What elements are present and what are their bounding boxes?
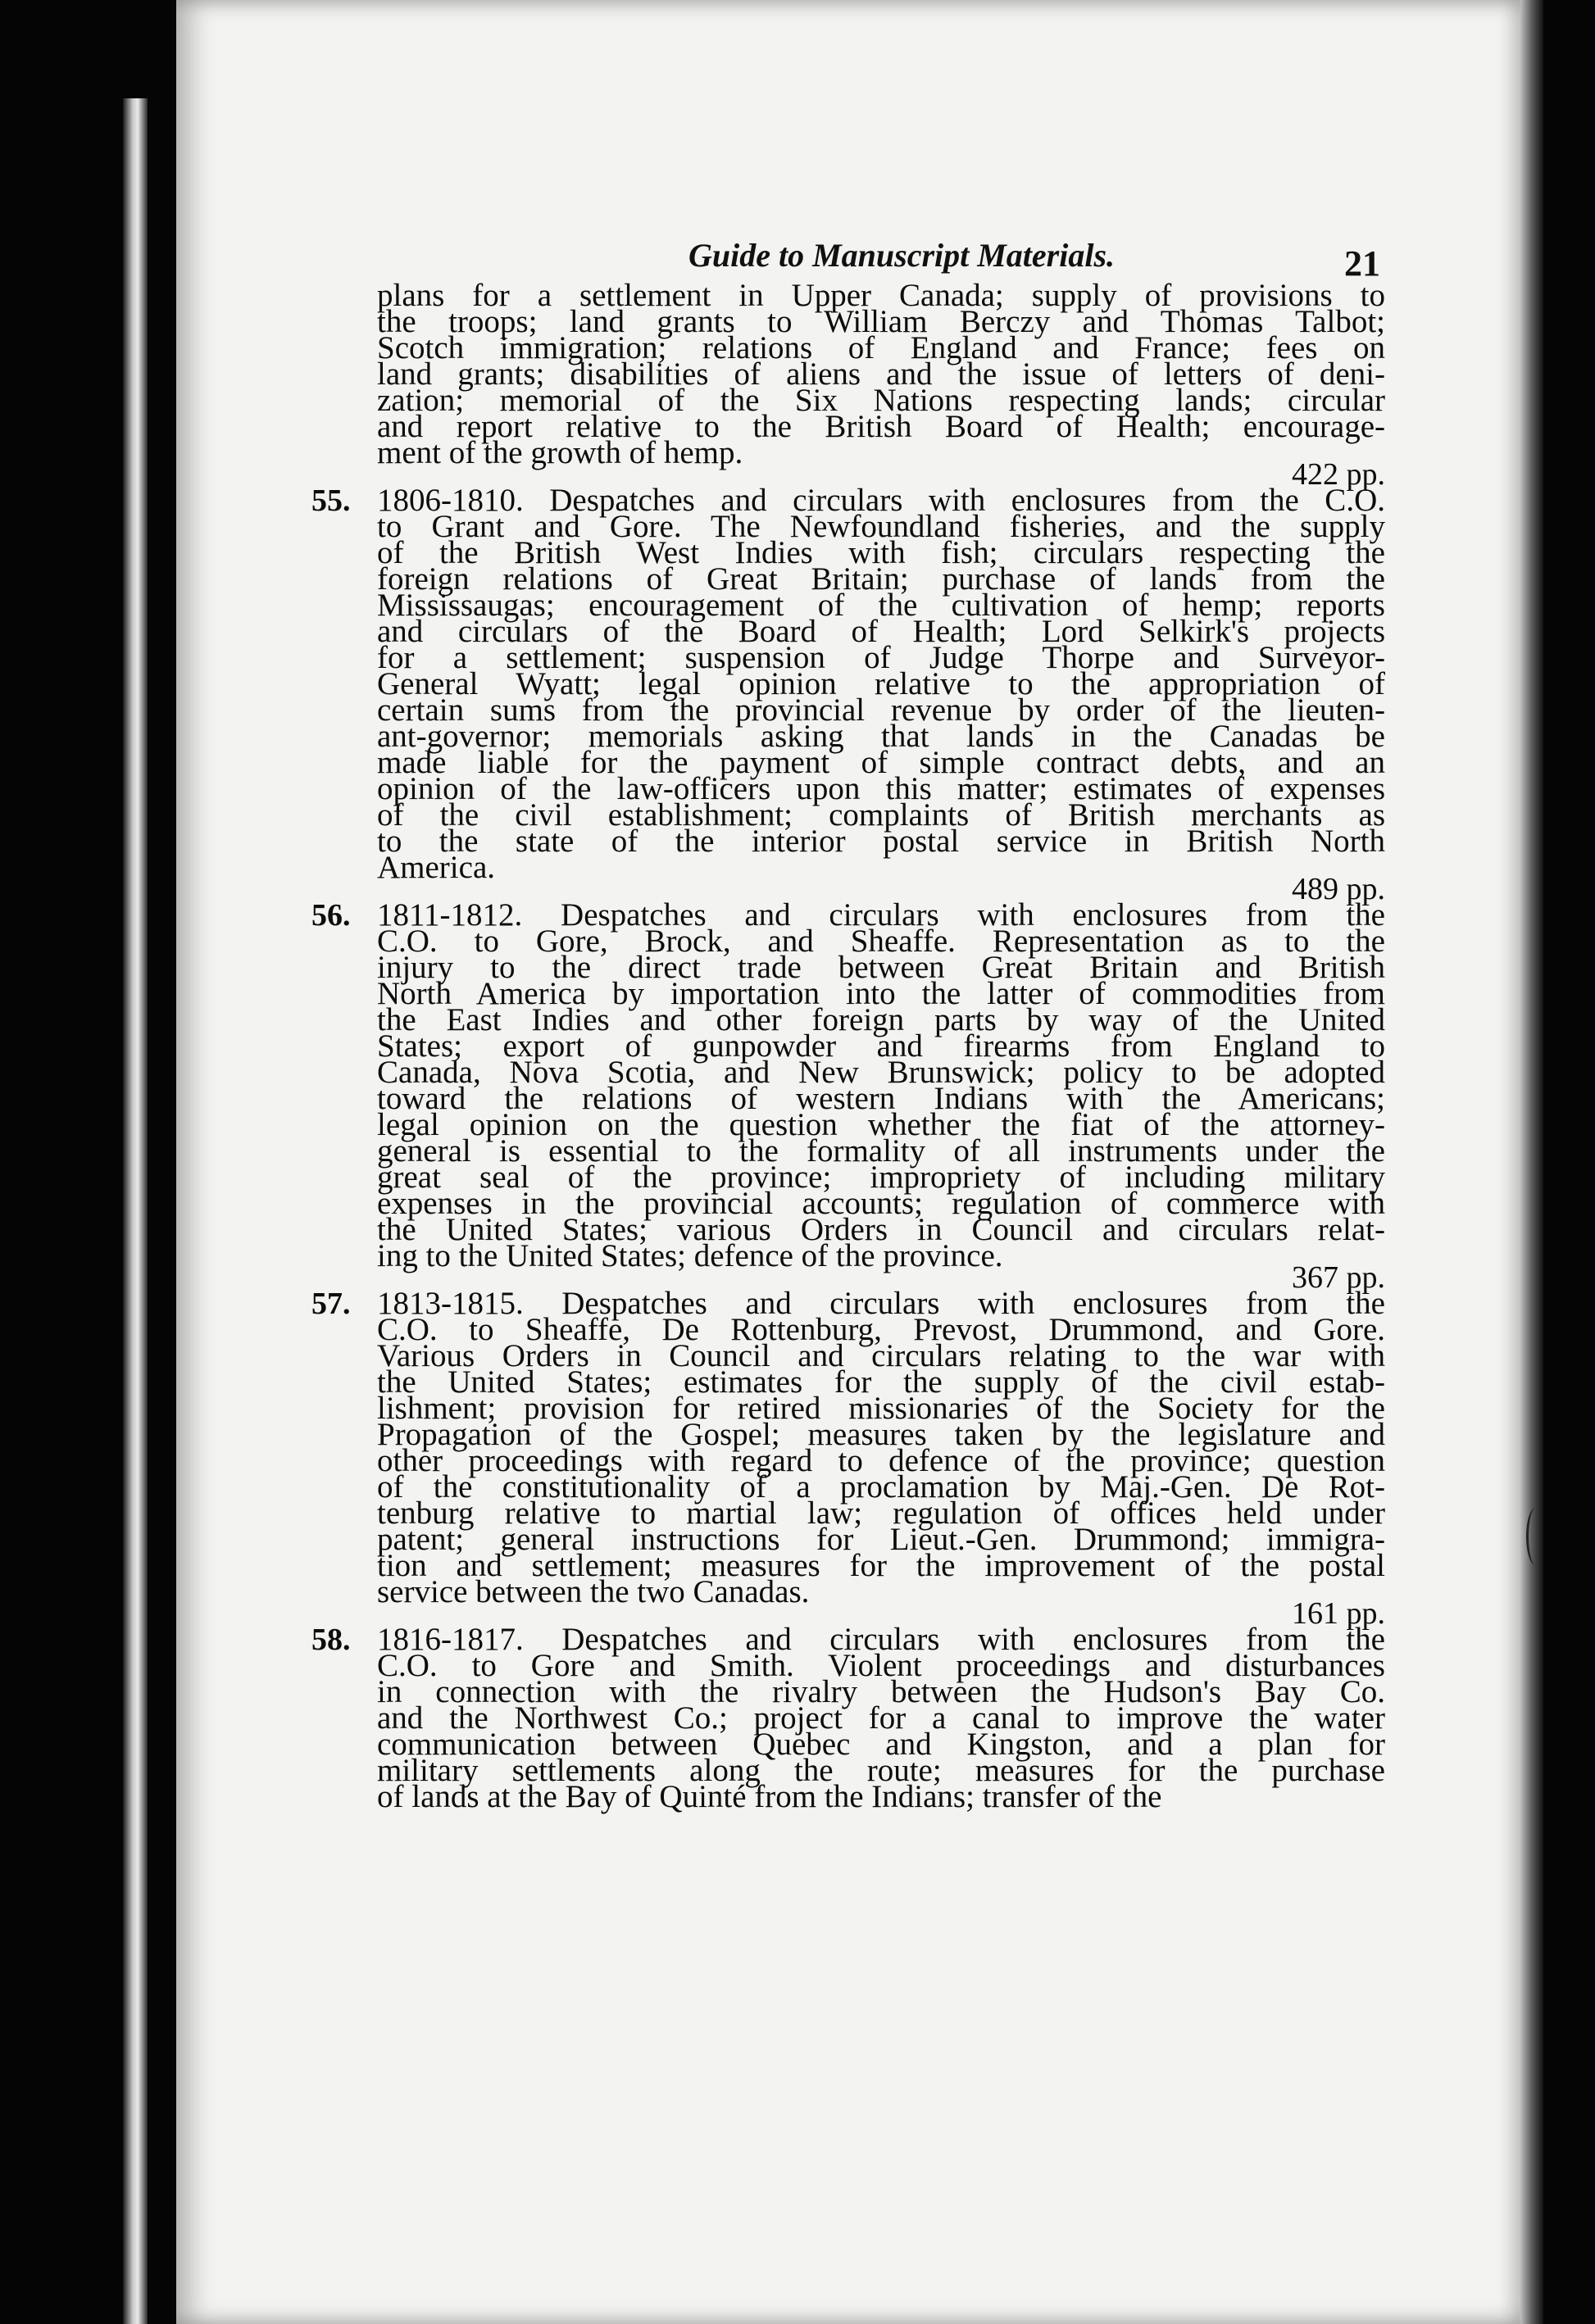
entry-number: 57. [311,1287,351,1321]
text-line: made liable for the payment of simple contract debts, and an [377,745,1385,780]
text-line: 1806-1810. Despatches and circulars with enclosures from the C.O. [377,483,1385,518]
entry [311,483,1385,906]
page-count: 367 pp. [1292,1260,1385,1295]
text-line: certain sums from the provincial revenue by order of the lieuten- [377,692,1385,728]
text-line: North America by importation into the latter of commodities from [377,976,1385,1011]
text-line: lishment; provision for retired missionaries of the Society for the [377,1391,1385,1426]
text-line: injury to the direct trade between Great Britain and British [377,950,1385,985]
text-line: legal opinion on the question whether the fiat of the attorney- [377,1107,1385,1142]
text-line: Mississaugas; encouragement of the cultivation of hemp; reports [377,588,1385,623]
text-line: land grants; disabilities of aliens and the issue of letters of deni- [377,356,1385,392]
text-line: other proceedings with regard to defence of the province; question [377,1443,1385,1478]
running-header: Guide to Manuscript Materials. [688,237,1116,274]
text-line: Various Orders in Council and circulars relating to the war with [377,1338,1385,1373]
intro-paragraph [377,278,1385,492]
text-line: General Wyatt; legal opinion relative to the appropriation of [377,666,1385,701]
text-line: and circulars of the Board of Health; Lord Selkirk's projects [377,614,1385,649]
text-line: communication between Quebec and Kingston, and a plan for [377,1727,1385,1762]
text-line: 1813-1815. Despatches and circulars with enclosures from the [377,1286,1385,1321]
text-line: States; export of gunpowder and firearms from England to [377,1028,1385,1064]
text-line: the East Indies and other foreign parts by way of the United [377,1002,1385,1037]
text-line: the United States; various Orders in Council and circulars relat- [377,1212,1385,1247]
text-line: service between the two Canadas. [377,1574,810,1609]
entry [311,1622,1385,1814]
right-page-edge [1520,0,1543,2324]
text-line: opinion of the law-officers upon this matter; estimates of expenses [377,771,1385,806]
text-line: Canada, Nova Scotia, and New Brunswick; policy to be adopted [377,1055,1385,1090]
text-line: tenburg relative to martial law; regulation of offices held under [377,1496,1385,1531]
text-line: C.O. to Sheaffe, De Rottenburg, Prevost, Drummond, and Gore. [377,1312,1385,1347]
page-number: 21 [1344,243,1380,284]
text-line: Propagation of the Gospel; measures taken by the legislature and [377,1417,1385,1452]
entry-number: 55. [311,483,351,518]
text-line: the troops; land grants to William Berczy and Thomas Talbot; [377,304,1385,339]
text-line: of the constitutionality of a proclamation by Maj.-Gen. De Rot- [377,1469,1385,1505]
text-line: C.O. to Gore and Smith. Violent proceedings and disturbances [377,1648,1385,1683]
text-line: to the state of the interior postal service in British North [377,824,1385,859]
text-line: plans for a settlement in Upper Canada; supply of provisions to [377,278,1385,313]
body-text [311,278,1385,1814]
text-line: 1816-1817. Despatches and circulars with enclosures from the [377,1622,1385,1657]
text-line: 1811-1812. Despatches and circulars with enclosures from the [377,897,1385,933]
text-line: tion and settlement; measures for the improvement of the postal [377,1548,1385,1583]
text-line: of the British West Indies with fish; circulars respecting the [377,535,1385,570]
page-count: 161 pp. [1292,1596,1385,1631]
text-line: general is essential to the formality of all instruments under the [377,1133,1385,1169]
text-line: zation; memorial of the Six Nations respecting lands; circular [377,383,1385,418]
text-line: and the Northwest Co.; project for a canal to improve the water [377,1700,1385,1736]
text-line: for a settlement; suspension of Judge Thorpe and Surveyor- [377,640,1385,675]
text-line: C.O. to Gore, Brock, and Sheaffe. Representation as to the [377,924,1385,959]
entry-number: 56. [311,898,351,933]
text-line: patent; general instructions for Lieut.-Gen. Drummond; immigra- [377,1522,1385,1557]
left-page-edge [123,98,148,2324]
text-line: expenses in the provincial accounts; regulation of commerce with [377,1186,1385,1221]
text-line: Scotch immigration; relations of England and France; fees on [377,330,1385,365]
page-edge-mark [1526,1508,1545,1565]
text-line: toward the relations of western Indians with the Americans; [377,1081,1385,1116]
text-line: ment of the growth of hemp. [377,435,743,470]
text-line: ing to the United States; defence of the province. [377,1238,1003,1273]
entry-number: 58. [311,1623,351,1657]
entry [311,897,1385,1295]
text-line: and report relative to the British Board of Health; encourage- [377,409,1385,444]
text-line: ant-governor; memorials asking that lands in the Canadas be [377,719,1385,754]
page-count: 422 pp. [1292,457,1385,492]
text-line: the United States; estimates for the supply of the civil estab- [377,1364,1385,1400]
entry [311,1286,1385,1631]
text-line: foreign relations of Great Britain; purchase of lands from the [377,561,1385,597]
page-count: 489 pp. [1292,872,1385,906]
text-line: America. [377,850,496,885]
text-line: of the civil establishment; complaints of British merchants as [377,797,1385,833]
text-line: great seal of the province; impropriety of including military [377,1160,1385,1195]
entry-list [311,483,1385,1814]
text-line: in connection with the rivalry between the Hudson's Bay Co. [377,1674,1385,1709]
text-line: of lands at the Bay of Quinté from the Indians; transfer of the [377,1779,1162,1814]
text-line: military settlements along the route; measures for the purchase [377,1753,1385,1788]
text-line: to Grant and Gore. The Newfoundland fisheries, and the supply [377,509,1385,544]
